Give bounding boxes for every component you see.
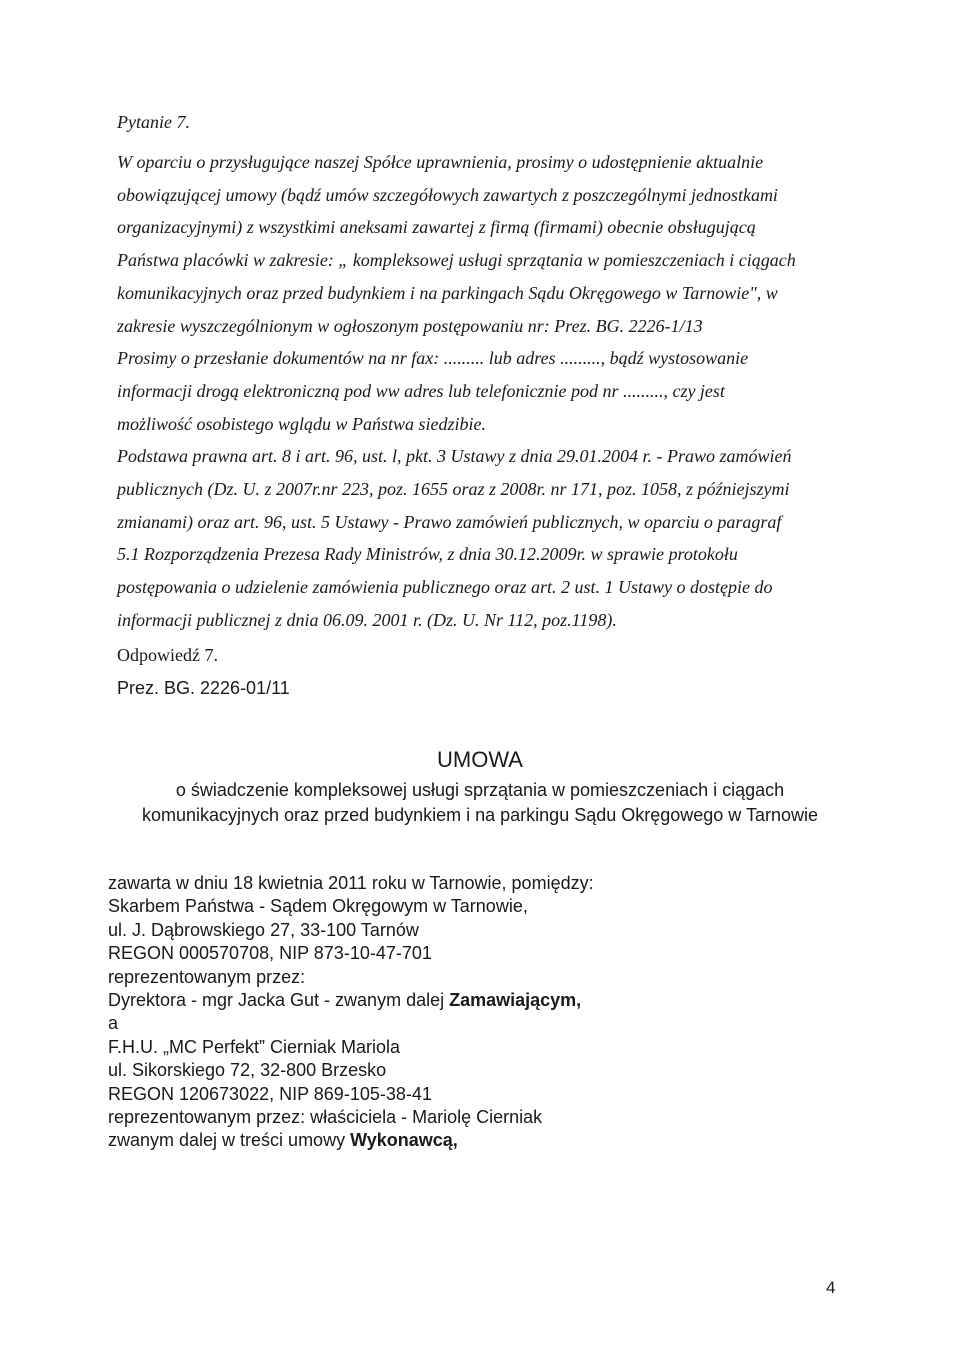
question-line: obowiązującej umowy (bądź umów szczegółowych zawartych z poszczególnymi jednostkami: [117, 184, 778, 205]
party1-role: Zamawiającym,: [449, 990, 582, 1011]
question-line: organizacyjnymi) z wszystkimi aneksami zawartej z firmą (firmami) obecnie obsługującą: [117, 217, 756, 238]
question-line: Prosimy o przesłanie dokumentów na nr fax: ......... lub adres ........., bądź wystosowanie: [117, 348, 749, 369]
question-heading: Pytanie 7.: [117, 112, 190, 132]
subtitle-line: komunikacyjnych oraz przed budynkiem i na parkingu Sądu Okręgowego w Tarnowie: [141, 805, 819, 825]
question-line: możliwość osobistego wglądu w Państwa siedzibie.: [117, 413, 487, 434]
party2-ids: REGON 120673022, NIP 869-105-38-41: [108, 1083, 432, 1104]
question-body: [117, 146, 842, 637]
concluded-line: zawarta w dniu 18 kwietnia 2011 roku w Tarnowie, pomiędzy:: [108, 873, 594, 893]
party1-address: ul. J. Dąbrowskiego 27, 33-100 Tarnów: [108, 919, 419, 940]
party-conjunction: a: [108, 1013, 119, 1034]
party1-ids: REGON 000570708, NIP 873-10-47-701: [108, 943, 432, 964]
party1-name: Skarbem Państwa - Sądem Okręgowym w Tarnowie,: [108, 896, 528, 917]
party1-rep-label: reprezentowanym przez:: [108, 966, 306, 987]
answer-label: Odpowiedź 7.: [117, 645, 218, 665]
question-line: publicznych (Dz. U. z 2007r.nr 223, poz. 1655 oraz z 2008r. nr 171, poz. 1058, z późniejszymi: [117, 479, 790, 500]
question-line: postępowania o udzielenie zamówienia publicznego oraz art. 2 ust. 1 Ustawy o dostępie do: [117, 577, 773, 598]
case-reference: Prez. BG. 2226-01/11: [117, 678, 290, 698]
question-line: Podstawa prawna art. 8 i art. 96, ust. l, pkt. 3 Ustawy z dnia 29.01.2004 r. - Prawo zamówień: [117, 446, 792, 467]
party2-role: Wykonawcą,: [350, 1130, 458, 1151]
question-line: 5.1 Rozporządzenia Prezesa Rady Ministrów, z dnia 30.12.2009r. w sprawie protokołu: [117, 544, 738, 565]
question-line: komunikacyjnych oraz przed budynkiem i na parkingach Sądu Okręgowego w Tarnowie", w: [117, 282, 778, 303]
contract-subtitle: [90, 778, 870, 828]
party2-address: ul. Sikorskiego 72, 32-800 Brzesko: [108, 1060, 387, 1081]
page-number: 4: [826, 1278, 836, 1297]
question-line: informacji publicznej z dnia 06.09. 2001 r. (Dz. U. Nr 112, poz.1198).: [117, 609, 617, 630]
party1-rep-text: Dyrektora - mgr Jacka Gut - zwanym dalej: [108, 990, 450, 1011]
party1-rep-line: [108, 989, 594, 1012]
contract-title: UMOWA: [437, 747, 523, 772]
question-line: zakresie wyszczególnionym w ogłoszonym postępowaniu nr: Prez. BG. 2226-1/13: [117, 315, 703, 336]
party2-role-line: [108, 1129, 594, 1152]
question-line: Państwa placówki w zakresie: „ kompleksowej usługi sprzątania w pomieszczeniach i ciągach: [117, 250, 796, 271]
party2-name: F.H.U. „MC Perfekt” Cierniak Mariola: [108, 1036, 401, 1057]
subtitle-line: o świadczenie kompleksowej usługi sprzątania w pomieszczeniach i ciągach: [175, 780, 785, 800]
question-line: zmianami) oraz art. 96, ust. 5 Ustawy - Prawo zamówień publicznych, w oparciu o paragraf: [117, 511, 782, 532]
party2-role-text: zwanym dalej w treści umowy: [108, 1130, 351, 1151]
party2-rep: reprezentowanym przez: właściciela - Mariolę Cierniak: [108, 1107, 543, 1128]
contract-parties: [108, 872, 594, 1153]
question-line: W oparciu o przysługujące naszej Spółce uprawnienia, prosimy o udostępnienie aktualnie: [117, 152, 764, 172]
question-line: informacji drogą elektroniczną pod ww adres lub telefonicznie pod nr ........., czy jest: [117, 380, 725, 401]
